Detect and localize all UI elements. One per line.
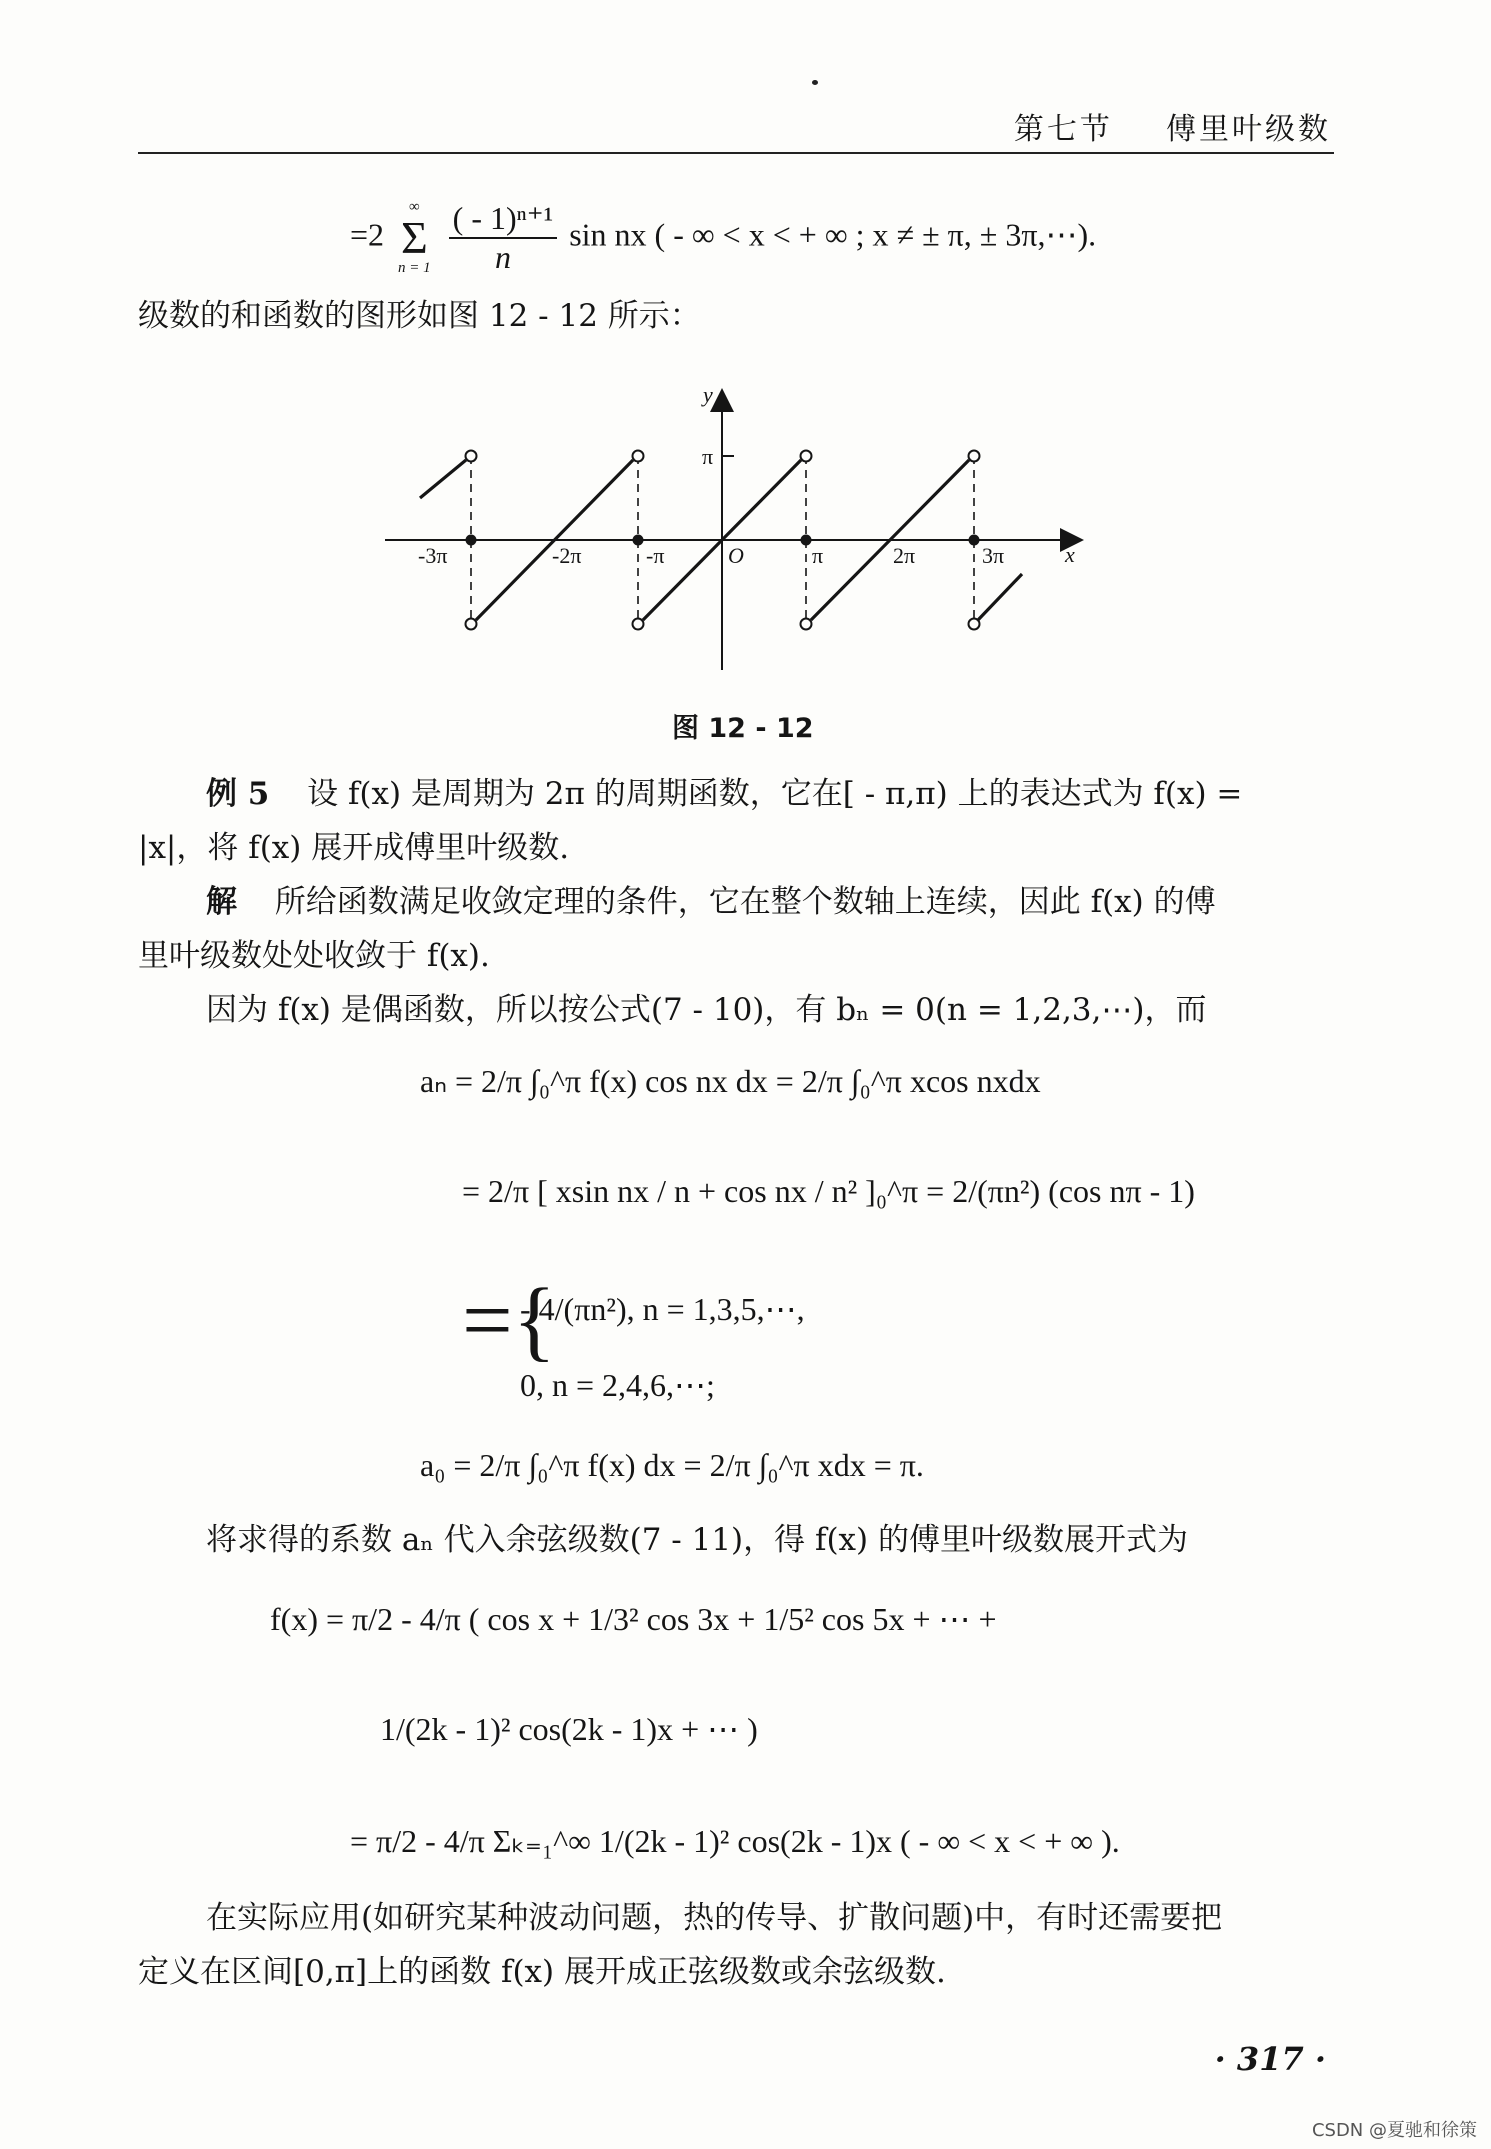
example-label: 例 5 [206,776,270,812]
expansion-line-2: 1/(2k - 1)² cos(2k - 1)x + ⋯ ) [380,1711,758,1747]
closing-line-1: 在实际应用(如研究某种波动问题，热的传导、扩散问题)中，有时还需要把 [206,1900,1223,1936]
example-text-1: 设 f(x) 是周期为 2π 的周期函数，它在[ - π,π) 上的表达式为 f(x) = [307,776,1243,812]
solution-line-3: 因为 f(x) 是偶函数，所以按公式(7 - 10)，有 bₙ = 0(n = 1,2,3,⋯)，而 [206,992,1207,1028]
an-formula-2: = 2/π [ xsin nx / n + cos nx / n² ]₀^π = 2/(πn²) (cos nπ - 1) [462,1173,1195,1209]
formula-prefix: =2 [350,216,385,253]
open-endpoint [466,451,477,462]
open-endpoint [969,451,980,462]
graph-segment [420,460,466,498]
header-title: 傅里叶级数 [1166,112,1331,147]
a0-formula: a₀ = 2/π ∫₀^π f(x) dx = 2/π ∫₀^π xdx = π. [420,1447,924,1483]
origin-label: O [728,543,744,568]
intro-line: 级数的和函数的图形如图 12 - 12 所示： [138,298,701,334]
x-tick-label: -2π [552,543,582,568]
example-line-2: |x|，将 f(x) 展开成傅里叶级数. [138,830,570,866]
x-axis-label: x [1065,542,1075,567]
page-number: · 317 · [1214,2040,1326,2078]
solution-text-1: 所给函数满足收敛定理的条件，它在整个数轴上连续，因此 f(x) 的傅 [274,884,1216,920]
x-tick-label: 3π [982,543,1005,568]
closing-line-2: 定义在区间[0,π]上的函数 f(x) 展开成正弦级数或余弦级数. [138,1954,946,1990]
expansion-line-1: f(x) = π/2 - 4/π ( cos x + 1/3² cos 3x + 1/5² cos 5x + ⋯ + [270,1601,997,1637]
an-formula-1: aₙ = 2/π ∫₀^π f(x) cos nx dx = 2/π ∫₀^π xcos nxdx [420,1063,1041,1099]
header-section: 第七节 [1013,112,1113,147]
x-tick-label: 2π [893,543,916,568]
summation: ∞ Σ n = 1 [398,199,431,276]
filled-point [801,535,812,546]
open-endpoint [801,451,812,462]
formula-body: sin nx ( - ∞ < x < + ∞ ; x ≠ ± π, ± 3π,⋯). [569,216,1097,253]
running-header [1014,104,1331,148]
filled-point [466,535,477,546]
y-tick-label-pi: π [702,444,714,469]
header-rule [138,152,1334,154]
an-formula-3a: - 4/(πn²), n = 1,3,5,⋯, [520,1291,805,1327]
fraction-numerator: ( - 1)ⁿ⁺¹ [449,200,558,239]
brace: ={ [462,1271,556,1370]
example-line-1 [206,776,1242,813]
fraction-denominator: n [494,239,511,275]
fraction [449,200,558,276]
top-series-formula [350,200,1096,276]
sum-upper: ∞ [409,199,420,215]
sawtooth-graph [380,380,1100,680]
solution-line-2: 里叶级数处处收敛于 f(x). [138,938,490,974]
open-endpoint [801,619,812,630]
open-endpoint [969,619,980,630]
solution-line-1 [206,884,1216,921]
filled-point [633,535,644,546]
y-axis-label: y [703,382,713,407]
sum-lower: n = 1 [398,260,431,276]
open-endpoint [633,451,644,462]
open-endpoint [466,619,477,630]
substitute-line: 将求得的系数 aₙ 代入余弦级数(7 - 11)，得 f(x) 的傅里叶级数展开式为 [206,1522,1188,1558]
an-formula-3b: 0, n = 2,4,6,⋯; [520,1367,715,1403]
open-endpoint [633,619,644,630]
x-tick-label: -π [646,543,665,568]
graph-segment [978,574,1022,620]
x-tick-label: -3π [418,543,448,568]
expansion-line-3: = π/2 - 4/π Σₖ₌₁^∞ 1/(2k - 1)² cos(2k - 1)x ( - ∞ < x < + ∞ ). [350,1823,1120,1859]
filled-point [969,535,980,546]
watermark: CSDN @夏驰和徐策 [1311,2120,1477,2141]
x-tick-label: π [812,543,824,568]
print-speck [812,80,818,85]
solution-label: 解 [206,884,237,920]
figure-caption: 图 12 - 12 [672,713,814,744]
